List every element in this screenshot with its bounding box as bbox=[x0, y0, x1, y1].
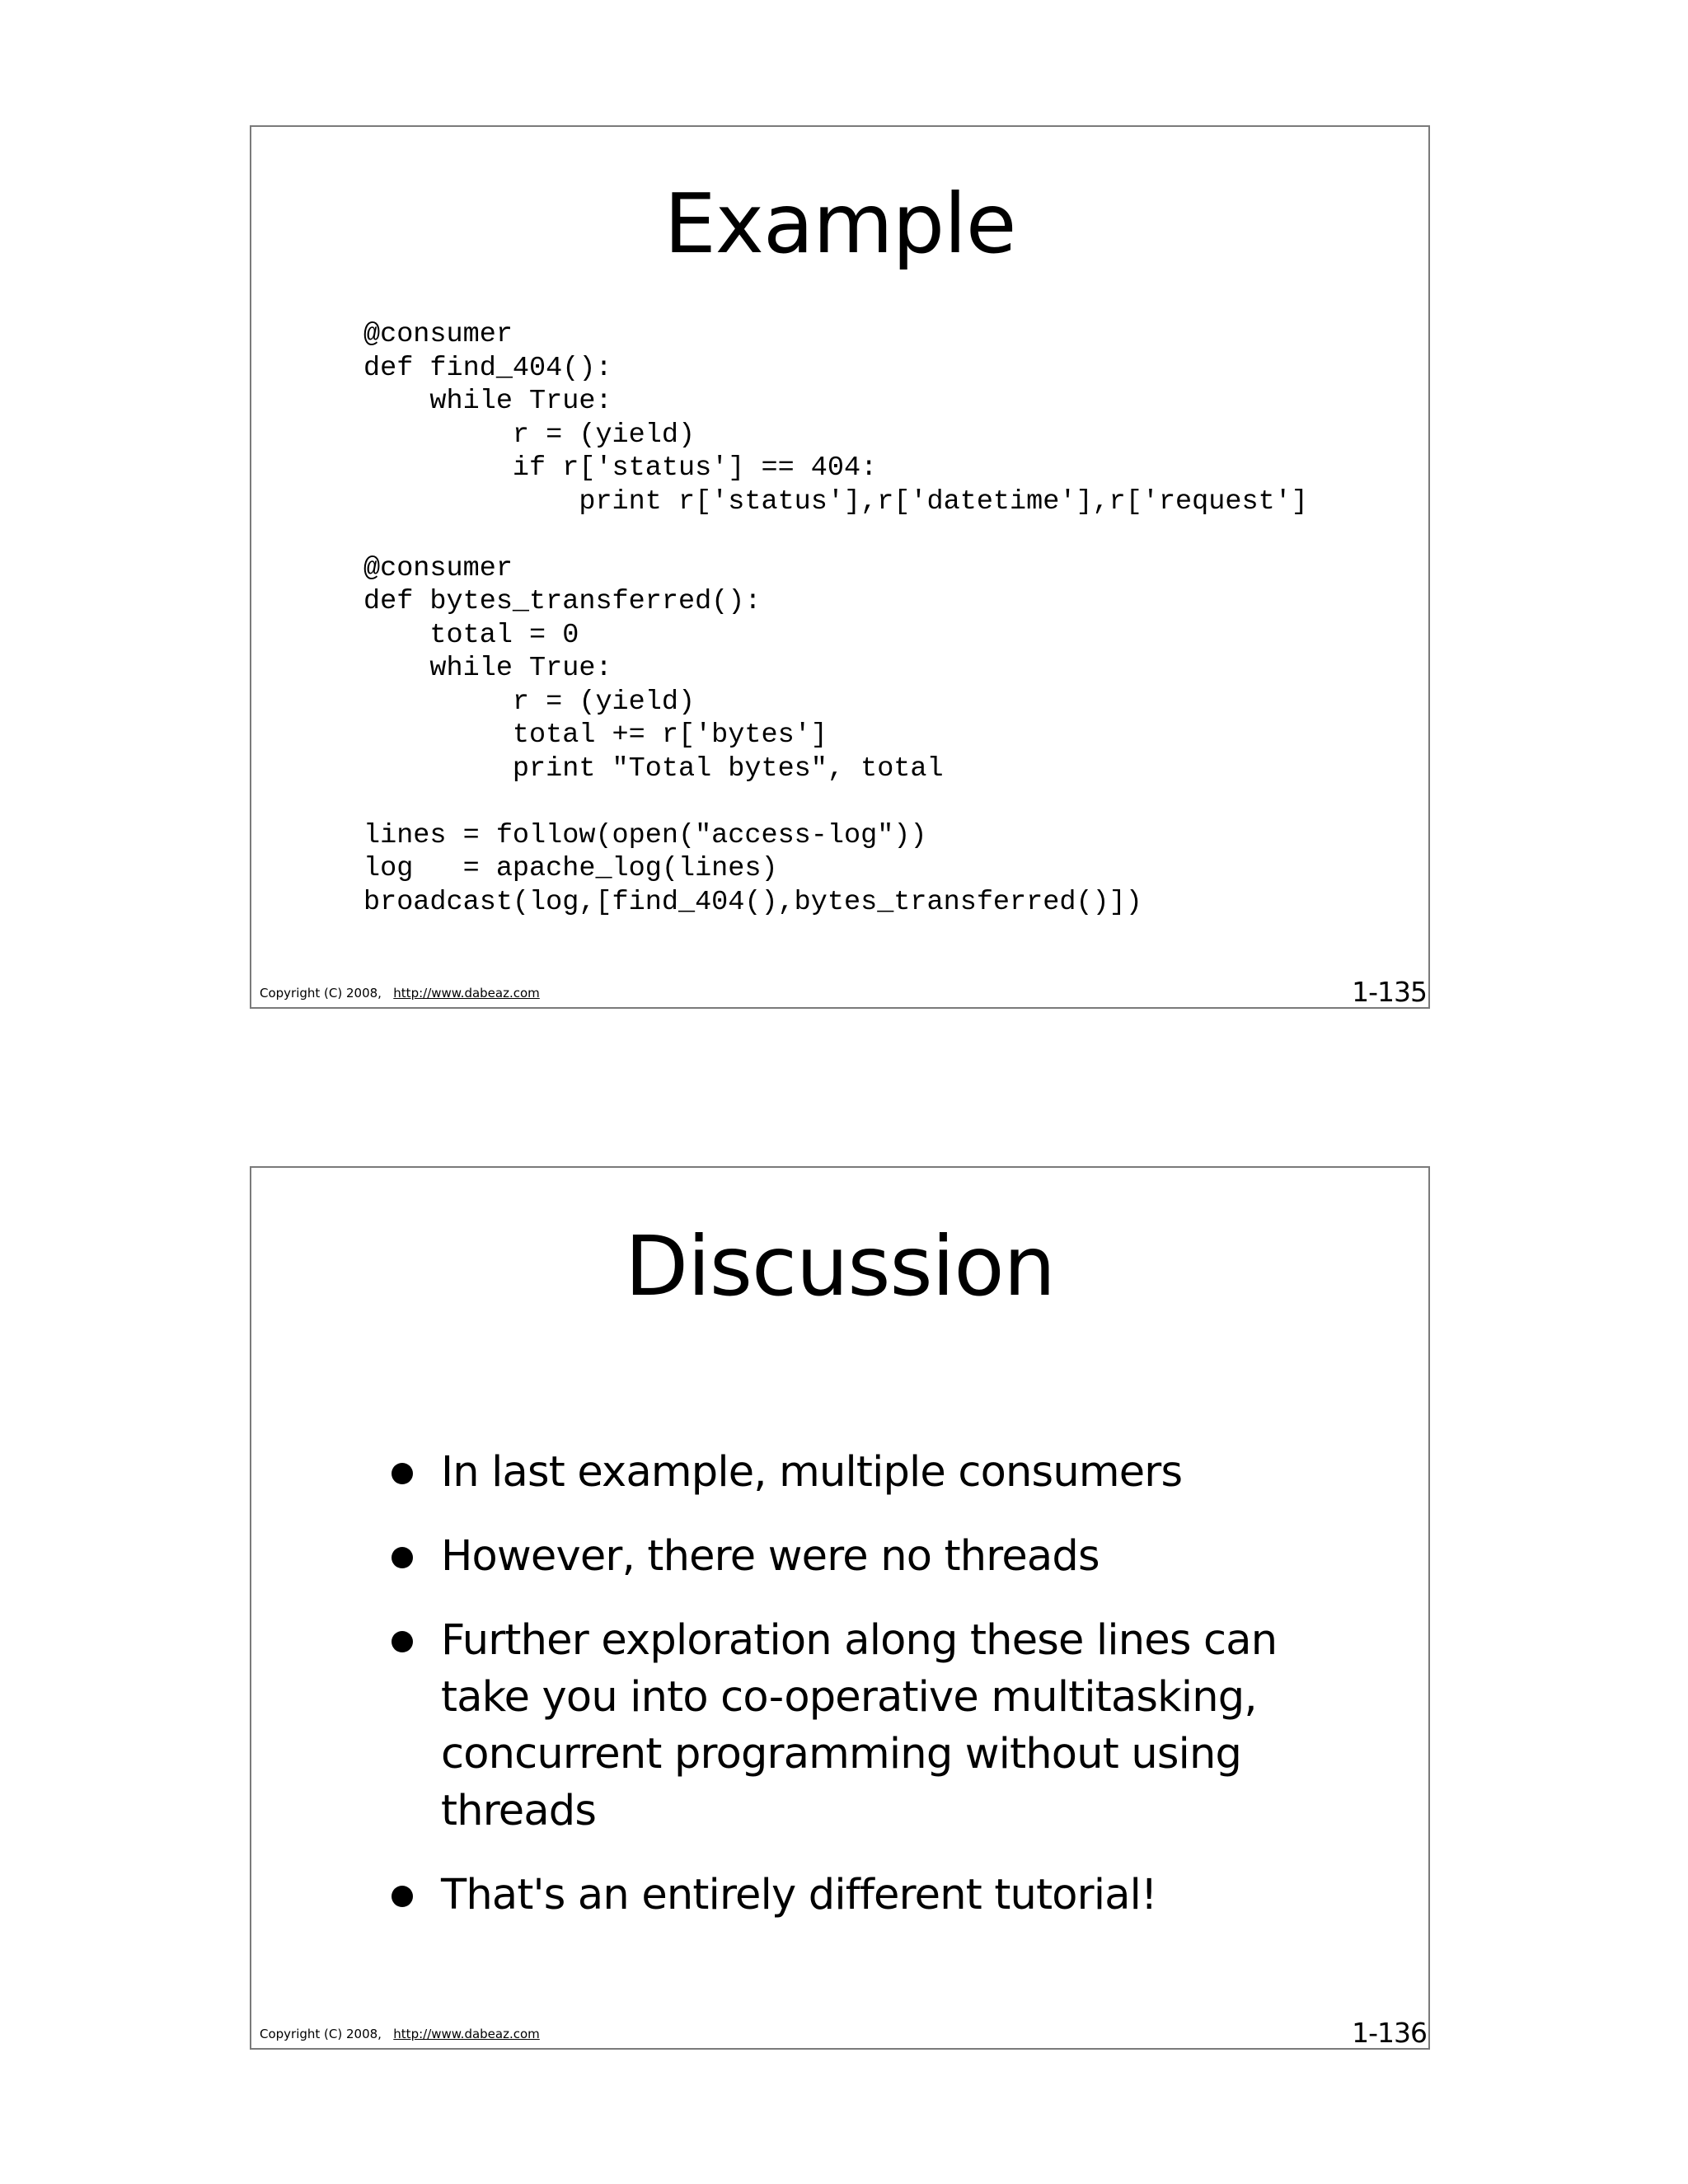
slide-title: Discussion bbox=[625, 1218, 1055, 1315]
bullet-icon bbox=[392, 1547, 413, 1568]
bullet-item bbox=[383, 1612, 1372, 1840]
bullet-text: However, there were no threads bbox=[441, 1532, 1100, 1581]
bullet-item bbox=[383, 1444, 1372, 1501]
page-number: 1-135 bbox=[1352, 976, 1427, 1008]
slide-footer bbox=[260, 2027, 540, 2041]
bullet-item bbox=[383, 1528, 1372, 1585]
bullet-list bbox=[383, 1444, 1372, 1951]
bullet-icon bbox=[392, 1463, 413, 1484]
footer-link[interactable]: http://www.dabeaz.com bbox=[393, 2027, 540, 2041]
bullet-icon bbox=[392, 1631, 413, 1652]
page-number: 1-136 bbox=[1352, 2017, 1427, 2049]
bullet-item bbox=[383, 1867, 1372, 1924]
copyright-text: Copyright (C) 2008, bbox=[260, 2027, 382, 2041]
bullet-icon bbox=[392, 1886, 413, 1907]
slide-title: Example bbox=[663, 176, 1016, 272]
copyright-text: Copyright (C) 2008, bbox=[260, 986, 382, 1001]
footer-link[interactable]: http://www.dabeaz.com bbox=[393, 986, 540, 1001]
slide-footer bbox=[260, 986, 540, 1001]
bullet-text: That's an entirely different tutorial! bbox=[441, 1871, 1157, 1919]
bullet-text: In last example, multiple consumers bbox=[441, 1448, 1183, 1497]
slide-discussion bbox=[250, 1166, 1430, 2050]
bullet-text: Further exploration along these lines can take you into co-operative multitasking, concurrent programming without using threads bbox=[441, 1616, 1278, 1835]
slide-example bbox=[250, 125, 1430, 1009]
code-block: @consumer def find_404(): while True: r = (yield) if r['status'] == 404: print r['status'],r['datetime'],r['request'] @consumer def bytes_transferred(): total = 0 while True: r = (yield) total += r['bytes'] print "Total bytes", total lines = follow(open("access-log")) log = apache_log(lines) broadcast(log,[find_404(),bytes_transferred()]) bbox=[363, 319, 1308, 918]
